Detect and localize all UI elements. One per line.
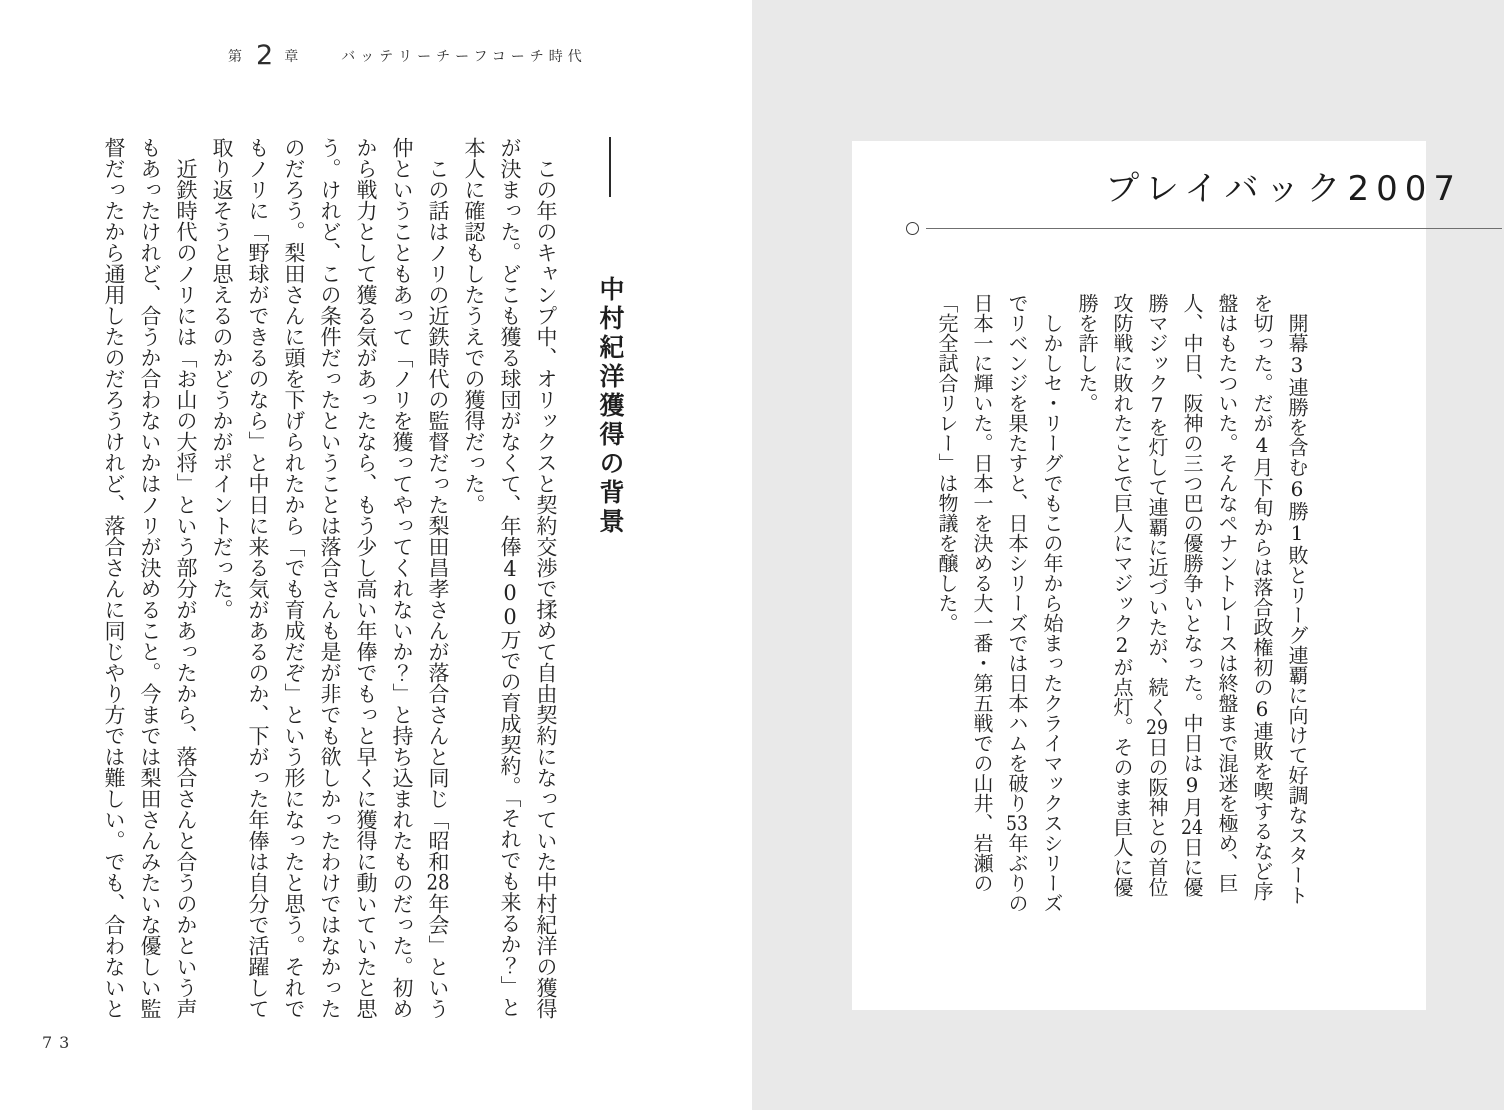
tate-chu-yoko-number: 28 — [426, 872, 450, 893]
paragraph: この話はノリの近鉄時代の監督だった梨田昌孝さんが落合さんと同じ「昭和28年会」という仲ということもあって「ノリを獲ってやってくれないか？」と持ち込まれたものだった。初めから戦力として獲る気があったなら、もう少し高い年俸でもっと早くに獲得に動いていたと思う。けれど、この条件だったということは落合さんも是が非でも欲しかったわけではなかったのだろう。梨田さんに頭を下げられたから「でも育成だぞ」という形になったと思う。それでもノリに「野球ができるのなら」と中日に来る気があるのか、下がった年俸は自分で活躍して取り返そうと思えるのかどうかがポイントだった。 — [210, 137, 450, 1019]
rule-line — [926, 228, 1502, 229]
tate-chu-yoko-number: 29 — [1146, 717, 1168, 737]
chapter-prefix: 第 — [228, 48, 245, 65]
right-body-text — [935, 293, 1314, 915]
paragraph: しかしセ・リーグでもこの年から始まったクライマックスシリーズでリベンジを果たすと、日本シリーズでは日本ハムを破り53年ぶりの日本一に輝いた。日本一を決める大一番・第五戦での山井、岩瀬の「完全試合リレー」は物議を醸した。 — [935, 293, 1064, 913]
chapter-title: バッテリーチーフコーチ時代 — [341, 48, 587, 65]
tate-chu-yoko-number: 24 — [1181, 817, 1203, 837]
section-heading — [590, 137, 630, 1021]
paragraph: この年のキャンプ中、オリックスと契約交渉で揉めて自由契約になっていた中村紀洋の獲得が決まった。どこも獲る球団がなくて、年俸400万での育成契約。「それでも来るか？」と本人に確認もしたうえでの獲得だった。 — [462, 137, 558, 1019]
playback-heading: プレイバック2007 — [1105, 169, 1462, 209]
section-heading-dash-mark — [609, 137, 611, 197]
right-page — [752, 0, 1504, 1110]
chapter-header — [228, 42, 587, 69]
chapter-suffix: 章 — [284, 48, 302, 65]
paragraph: 開幕3連勝を含む6勝1敗とリーグ連覇に向けて好調なスタートを切った。だが4月下旬からは落合政権初の6連敗を喫するなど序盤はもたついた。そんなペナントレースは終盤まで混迷を極め、巨人、中日、阪神の三つ巴の優勝争いとなった。中日は9月24日に優勝マジック7を灯して連覇に近づいたが、続く29日の阪神との首位攻防戦に敗れたことで巨人にマジック2が点灯。そのまま巨人に優勝を許した。 — [1075, 293, 1309, 905]
heading-rule — [906, 221, 1502, 235]
chapter-number: 2 — [256, 40, 274, 71]
paragraph: 近鉄時代のノリには「お山の大将」という部分があったから、落合さんと合うのかという声もあったけれど、合うか合わないかはノリが決めること。今までは梨田さんみたいな優しい監督だったから通用したのだろうけれど、落合さんに同じやり方では難しい。でも、合わないと — [102, 137, 198, 1019]
section-heading-text: 中村紀洋獲得の背景 — [596, 276, 625, 537]
page-number: 73 — [42, 1033, 77, 1052]
tate-chu-yoko-number: 53 — [1006, 813, 1028, 833]
circle-marker-icon — [906, 222, 919, 235]
playback-content-box — [852, 141, 1426, 1010]
left-body-text — [84, 137, 630, 1021]
